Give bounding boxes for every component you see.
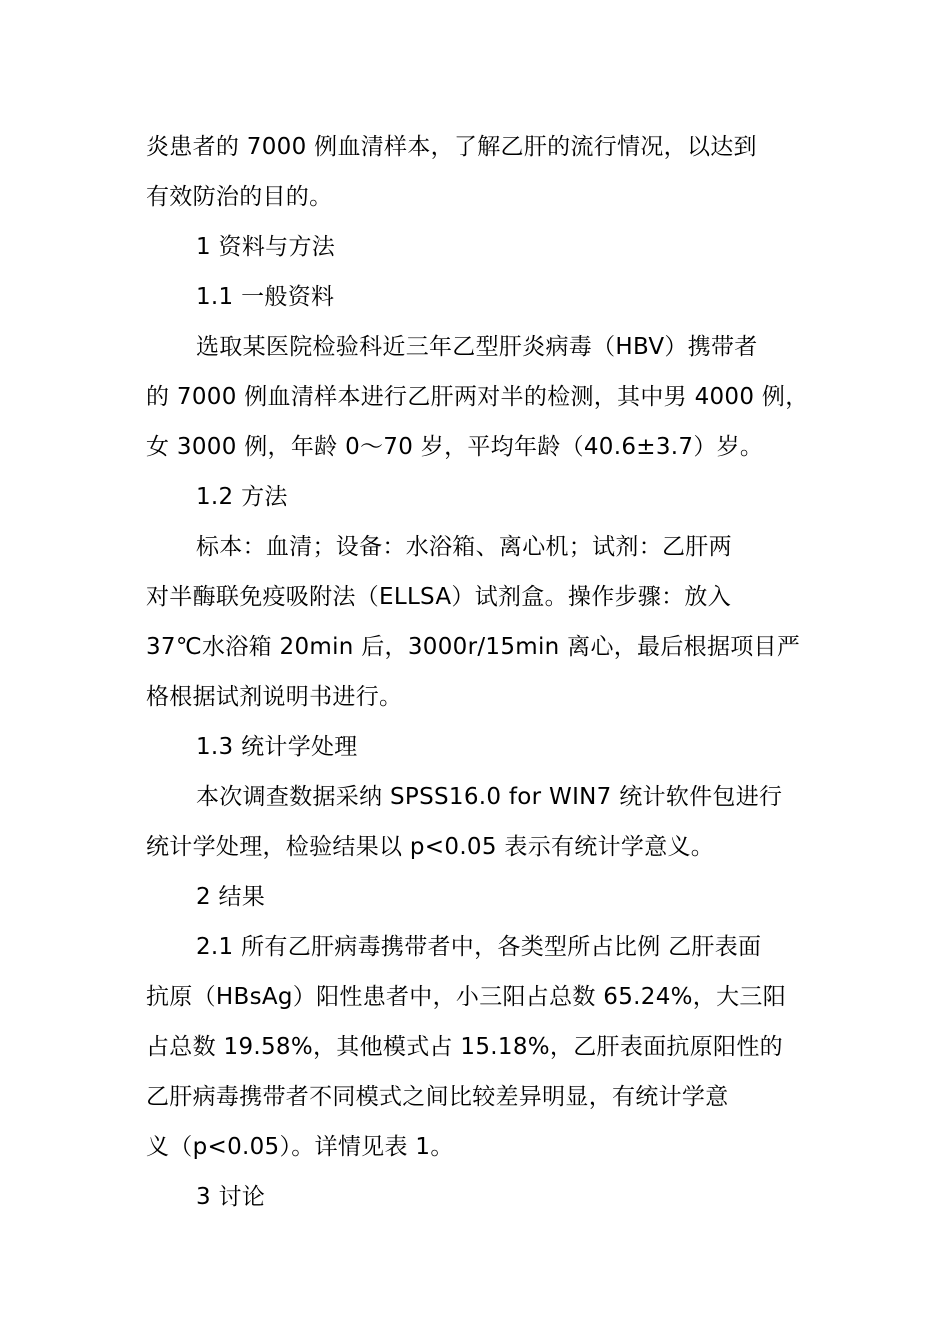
paragraph-line: 2.1 所有乙肝病毒携带者中，各类型所占比例 乙肝表面 [196,934,762,960]
paragraph-line: 标本：血清；设备：水浴箱、离心机；试剂：乙肝两 [196,534,732,560]
paragraph-line: 格根据试剂说明书进行。 [146,684,403,710]
paragraph-line: 对半酶联免疫吸附法（ELLSA）试剂盒。操作步骤：放入 [146,584,732,610]
paragraph-line: 乙肝病毒携带者不同模式之间比较差异明显，有统计学意 [146,1084,729,1110]
paragraph-line: 炎患者的 7000 例血清样本，了解乙肝的流行情况，以达到 [146,134,757,160]
paragraph-line: 有效防治的目的。 [146,184,333,210]
subsection-heading: 1.1 一般资料 [196,284,335,310]
section-heading: 2 结果 [196,884,266,910]
section-heading: 3 讨论 [196,1184,266,1210]
paragraph-line: 义（p<0.05）。详情见表 1。 [146,1134,454,1160]
paragraph-line: 抗原（HBsAg）阳性患者中，小三阳占总数 65.24%，大三阳 [146,984,786,1010]
paragraph-line: 本次调查数据采纳 SPSS16.0 for WIN7 统计软件包进行 [196,784,783,810]
paragraph-line: 的 7000 例血清样本进行乙肝两对半的检测，其中男 4000 例， [146,384,809,410]
subsection-heading: 1.2 方法 [196,484,288,510]
paragraph-line: 选取某医院检验科近三年乙型肝炎病毒（HBV）携带者 [196,334,758,360]
subsection-heading: 1.3 统计学处理 [196,734,358,760]
paragraph-line: 37℃水浴箱 20min 后，3000r/15min 离心，最后根据项目严 [146,634,801,660]
paragraph-line: 占总数 19.58%，其他模式占 15.18%，乙肝表面抗原阳性的 [146,1034,783,1060]
section-heading: 1 资料与方法 [196,234,336,260]
paragraph-line: 统计学处理，检验结果以 p<0.05 表示有统计学意义。 [146,834,715,860]
paragraph-line: 女 3000 例，年龄 0～70 岁，平均年龄（40.6±3.7）岁。 [146,434,764,460]
